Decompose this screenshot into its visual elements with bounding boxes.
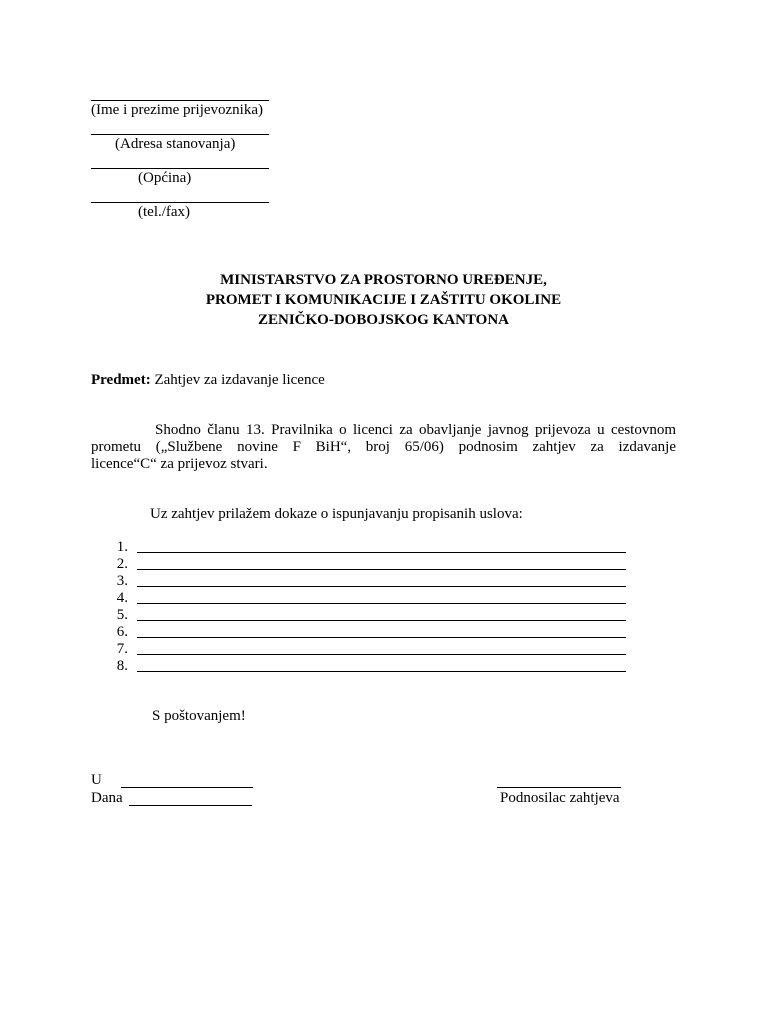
list-item-number: 6. — [116, 624, 128, 640]
date-label: Dana — [91, 790, 123, 806]
list-item-blank-line — [137, 637, 626, 638]
sender-phone-line — [91, 202, 269, 203]
list-item-number: 1. — [116, 539, 128, 555]
recipient-line: ZENIČKO-DOBOJSKOG KANTONA — [257, 312, 509, 328]
list-item-number: 2. — [116, 556, 128, 572]
body-line: licence“C“ za prijevoz stvari. — [91, 456, 268, 472]
sender-name-caption: (Ime i prezime prijevoznika) — [91, 102, 264, 118]
list-item-number: 8. — [116, 658, 128, 674]
sender-address-line — [91, 134, 269, 135]
list-item-number: 7. — [116, 641, 128, 657]
sender-address-caption: (Adresa stanovanja) — [115, 136, 236, 152]
list-item-blank-line — [137, 620, 626, 621]
body-line: prometu („Službene novine F BiH“, broj 65/06) podnosim zahtjev za izdavanje — [91, 439, 676, 455]
list-item-blank-line — [137, 586, 626, 587]
subject-label: Predmet: — [91, 372, 151, 388]
list-item-number: 5. — [116, 607, 128, 623]
recipient-heading — [91, 270, 676, 330]
recipient-line: MINISTARSTVO ZA PROSTORNO UREĐENJE, — [220, 272, 547, 288]
sender-name-line — [91, 100, 269, 101]
signature-label: Podnosilac zahtjeva — [500, 790, 620, 806]
list-item-blank-line — [137, 552, 626, 553]
list-item-blank-line — [137, 569, 626, 570]
body-line: Shodno članu 13. Pravilnika o licenci za obavljanje javnog prijevoza u cestovnom — [155, 422, 676, 438]
subject-text: Zahtjev za izdavanje licence — [150, 372, 325, 388]
attachments-intro: Uz zahtjev prilažem dokaze o ispunjavanju propisanih uslova: — [150, 506, 523, 522]
subject-line — [91, 372, 325, 389]
date-blank-line — [129, 805, 252, 806]
place-blank-line — [121, 787, 253, 788]
body-paragraph — [91, 422, 676, 473]
list-item-number: 3. — [116, 573, 128, 589]
closing-greeting: S poštovanjem! — [152, 708, 246, 724]
sender-municipality-line — [91, 168, 269, 169]
list-item-number: 4. — [116, 590, 128, 606]
place-label: U — [91, 772, 102, 788]
sender-phone-caption: (tel./fax) — [138, 204, 191, 220]
list-item-blank-line — [137, 603, 626, 604]
sender-municipality-caption: (Općina) — [138, 170, 192, 186]
recipient-line: PROMET I KOMUNIKACIJE I ZAŠTITU OKOLINE — [205, 292, 562, 308]
signature-blank-line — [497, 787, 621, 788]
list-item-blank-line — [137, 654, 626, 655]
list-item-blank-line — [137, 671, 626, 672]
